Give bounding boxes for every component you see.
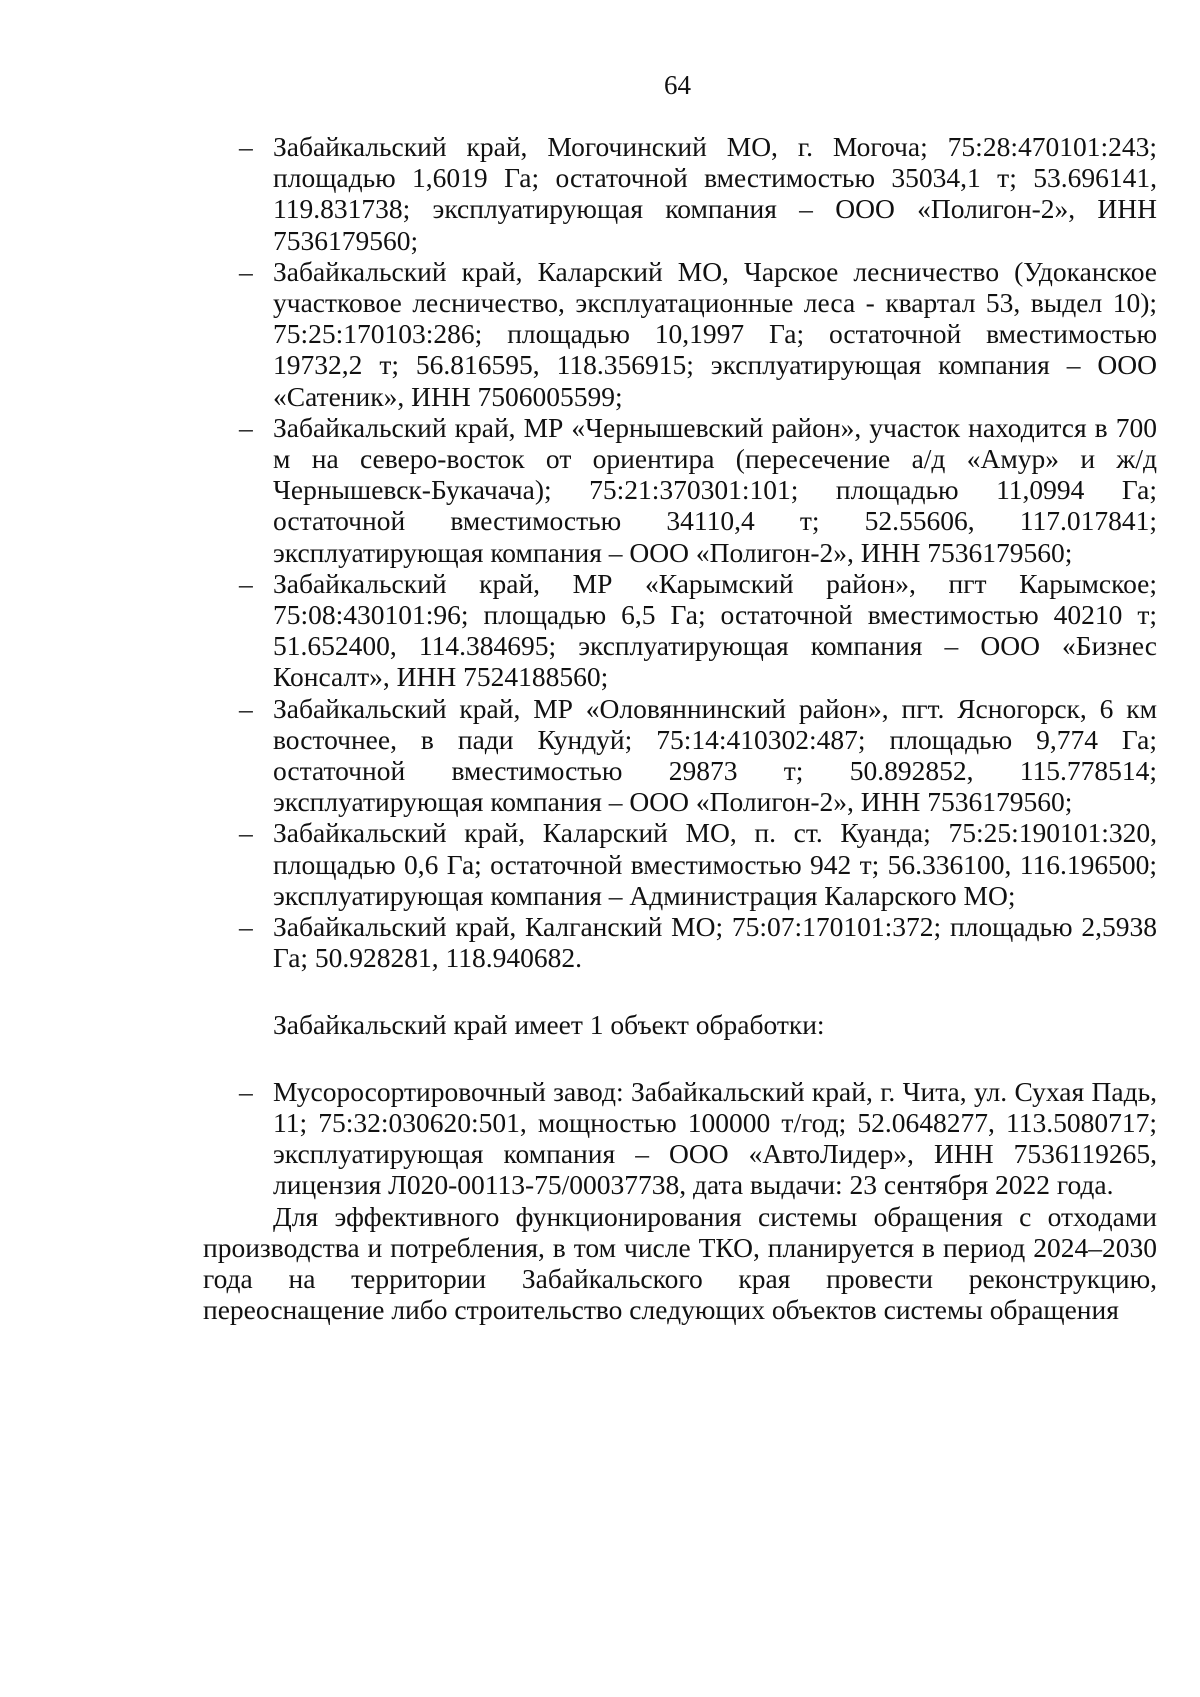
- list-dash: –: [239, 131, 253, 162]
- list-item-text: Забайкальский край, МР «Оловяннинский район», пгт. Ясногорск, 6 км восточнее, в пади Кундуй; 75:14:410302:487; площадью 9,774 Га; остаточной вместимостью 29873 т; 50.892852, 115.778514; эксплуатирующая компания – ООО «Полигон-2», ИНН 7536179560;: [273, 692, 1157, 818]
- list-item-text: Забайкальский край, Каларский МО, п. ст. Куанда; 75:25:190101:320, площадью 0,6 Га; остаточной вместимостью 942 т; 56.336100, 116.196500; эксплуатирующая компания – Администрация Каларского МО;: [273, 817, 1157, 911]
- list-dash: –: [239, 567, 253, 599]
- list-item-text: Забайкальский край, МР «Карымский район», пгт Карымское; 75:08:430101:96; площадью 6,5 Га; остаточной вместимостью 40210 т; 51.652400, 114.384695; эксплуатирующая компания – ООО «Бизнес Консалт», ИНН 7524188560;: [273, 567, 1157, 693]
- list-item: [203, 131, 1157, 256]
- page-content: [203, 131, 1157, 1325]
- list-dash: –: [239, 1075, 253, 1107]
- list-item-text: Забайкальский край, Могочинский МО, г. Могоча; 75:28:470101:243; площадью 1,6019 Га; остаточной вместимостью 35034,1 т; 53.696141, 119.831738; эксплуатирующая компания – ООО «Полигон-2», ИНН 7536179560;: [273, 131, 1157, 256]
- list-dash: –: [239, 411, 253, 443]
- list-dash: –: [239, 911, 253, 943]
- list-item-text: Забайкальский край, МР «Чернышевский район», участок находится в 700 м на северо-восток от ориентира (пересечение а/д «Амур» и ж/д Чернышевск-Букачача); 75:21:370301:101; площадью 11,0994 Га; остаточной вместимостью 34110,4 т; 52.55606, 117.017841; эксплуатирующая компания – ООО «Полигон-2», ИНН 7536179560;: [273, 411, 1157, 568]
- list-item: [203, 911, 1157, 973]
- list-dash: –: [239, 692, 253, 724]
- page-number: 64: [664, 70, 691, 100]
- list-item-text: Мусоросортировочный завод: Забайкальский край, г. Чита, ул. Сухая Падь, 11; 75:32:030620:501, мощностью 100000 т/год; 52.0648277, 113.5080717; эксплуатирующая компания – ООО «АвтоЛидер», ИНН 7536119265, лицензия Л020-00113-75/00037738, дата выдачи: 23 сентября 2022 года.: [273, 1075, 1157, 1201]
- list-dash: –: [239, 817, 253, 849]
- list-item: [203, 817, 1157, 911]
- list-item: [203, 568, 1157, 693]
- closing-paragraph: Для эффективного функционирования системы обращения с отходами производства и потребления, в том числе ТКО, планируется в период 2024–2030 года на территории Забайкальского края провести реконструкцию, переоснащение либо строительство следующих объектов системы обращения: [203, 1200, 1157, 1326]
- list-item: [203, 256, 1157, 412]
- list-item: [203, 1076, 1157, 1201]
- processing-list: [203, 1076, 1157, 1201]
- list-item: [203, 693, 1157, 818]
- list-dash: –: [239, 255, 253, 287]
- list-item: [203, 412, 1157, 568]
- list-item-text: Забайкальский край, Калганский МО; 75:07:170101:372; площадью 2,5938 Га; 50.928281, 118.940682.: [273, 911, 1157, 974]
- processing-intro: Забайкальский край имеет 1 объект обработки:: [273, 1009, 825, 1041]
- landfill-list: [203, 131, 1157, 973]
- list-item-text: Забайкальский край, Каларский МО, Чарское лесничество (Удоканское участковое лесничество, эксплуатационные леса - квартал 53, выдел 10); 75:25:170103:286; площадью 10,1997 Га; остаточной вместимостью 19732,2 т; 56.816595, 118.356915; эксплуатирующая компания – ООО «Сатеник», ИНН 7506005599;: [273, 255, 1157, 412]
